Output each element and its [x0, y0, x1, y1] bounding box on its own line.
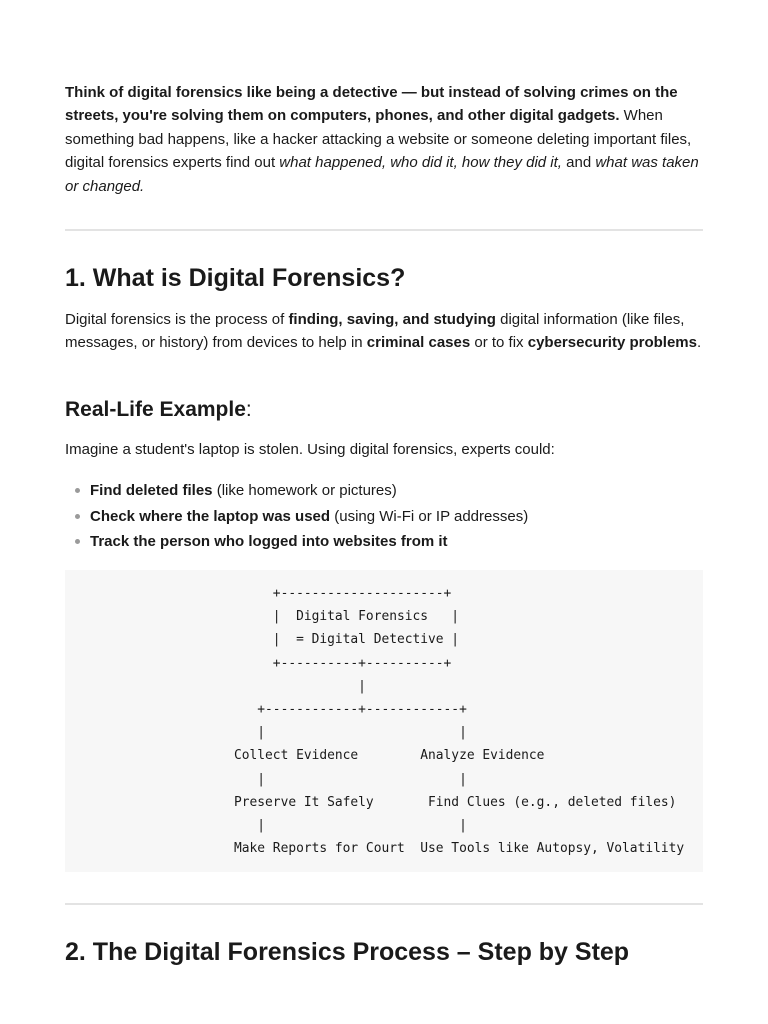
intro-bold-lead: Think of digital forensics like being a detective — but instead of solving crimes on the streets, you're solving them on computers, phones, and other digital gadgets.	[65, 84, 678, 125]
section-divider	[65, 229, 703, 231]
subheading-text: Real-Life Example	[65, 398, 246, 421]
definition-paragraph	[65, 308, 703, 355]
section-heading-process: 2. The Digital Forensics Process – Step by Step	[65, 938, 630, 966]
intro-italic-questions: what happened, who did it, how they did it,	[279, 154, 562, 172]
bullet-dot-icon	[75, 514, 80, 519]
definition-bold-criminal: criminal cases	[366, 334, 471, 352]
example-bullet-list	[65, 478, 528, 555]
definition-text: or to fix	[470, 334, 528, 352]
list-item-bold: Track the person who logged into websites from it	[90, 533, 448, 550]
list-item-bold: Find deleted files	[90, 482, 213, 499]
bullet-dot-icon	[75, 539, 80, 544]
list-item	[65, 478, 528, 504]
definition-text: .	[696, 334, 702, 352]
subheading-colon: :	[245, 398, 252, 421]
section-heading-what-is: 1. What is Digital Forensics?	[65, 264, 406, 292]
list-item-bold: Check where the laptop was used	[90, 507, 331, 525]
intro-italic-changed: what was taken or changed.	[65, 154, 699, 195]
subheading-real-life-example	[65, 397, 252, 423]
section-divider	[65, 903, 703, 905]
list-item	[65, 529, 528, 555]
definition-bold-cyber: cybersecurity problems	[527, 334, 697, 352]
list-item-text: (like homework or pictures)	[212, 482, 397, 499]
list-item	[65, 504, 528, 530]
definition-bold-finding: finding, saving, and studying	[288, 311, 496, 328]
definition-text: Digital forensics is the process of	[65, 311, 289, 328]
example-intro-paragraph: Imagine a student's laptop is stolen. Using digital forensics, experts could:	[65, 441, 555, 458]
ascii-diagram-text: +---------------------+ | Digital Forensics | | = Digital Detective | +----------+----------+ | +------------+------------+ | | Collect Evidence Analyze Evidence | | Preserve It Safely Find Clues (e.g., deleted files) | | Make Reports for Court Use Tools like Autopsy, Volatility	[234, 586, 685, 857]
intro-text-and: and	[561, 154, 596, 172]
bullet-dot-icon	[75, 488, 80, 493]
definition-text: digital information (like files, messages, or history) from devices to help in	[65, 311, 685, 352]
ascii-diagram-code-block	[65, 570, 703, 872]
intro-paragraph	[65, 81, 703, 198]
list-item-text: (using Wi-Fi or IP addresses)	[330, 507, 529, 525]
intro-text: When something bad happens, like a hacker attacking a website or someone deleting important files, digital forensics experts find out	[65, 107, 692, 172]
